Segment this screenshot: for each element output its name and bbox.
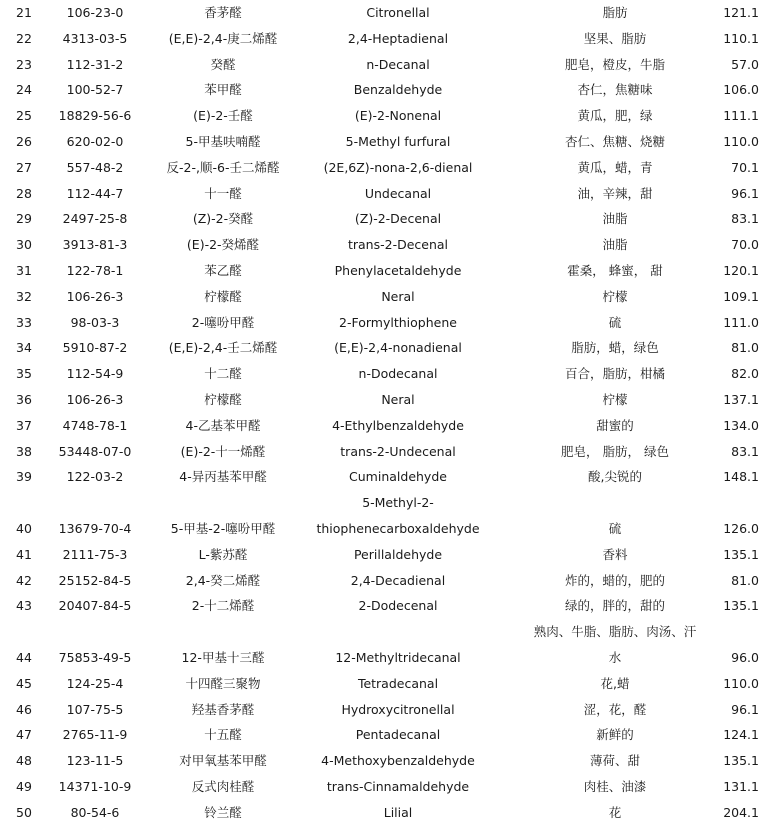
english-name: Hydroxycitronellal [341,701,455,717]
odor-description: 黄瓜，蜡，青 [577,159,653,175]
chinese-name: 苯甲醛 [204,82,242,98]
english-name: (E,E)-2,4-nonadienal [334,340,462,356]
odor-description: 薄荷、甜 [589,753,640,769]
cas-number: 4313-03-5 [62,30,128,46]
threshold-value: 148.1 [723,469,759,485]
odor-description: 脂肪，蜡，绿色 [571,340,659,356]
odor-description: 肉桂、油漆 [583,779,647,794]
cas-number: 80-54-6 [70,804,120,820]
cas-number: 112-54-9 [66,366,124,382]
table-row [0,568,771,594]
row-number: 35 [16,366,32,382]
threshold-value: 204.1 [723,804,759,820]
threshold-value: 135.1 [723,753,759,769]
chinese-name: L-紫苏醛 [198,546,248,562]
english-name-line: 5-Methyl-2- [362,495,434,511]
english-name: Neral [381,392,415,407]
cas-number: 98-03-3 [70,314,120,330]
row-number: 21 [16,5,32,20]
threshold-value: 110.0 [723,134,759,149]
cas-number: 620-02-0 [66,134,124,149]
english-name: Tetradecanal [357,675,439,691]
threshold-value: 83.1 [731,211,759,227]
row-number: 39 [16,469,32,485]
cas-number: 107-75-5 [66,701,124,717]
threshold-value: 131.1 [723,779,759,794]
table-row [0,129,771,155]
cas-number: 2497-25-8 [62,211,128,227]
odor-description: 炸的，蜡的，肥的 [564,572,665,588]
row-number: 41 [16,546,32,562]
threshold-value: 96.0 [731,650,759,666]
table-row [0,722,771,748]
odor-description: 杏仁、焦糖、烧糖 [564,134,665,149]
chinese-name: (E,E)-2,4-壬二烯醛 [168,340,278,356]
chinese-name: 铃兰醛 [204,804,242,820]
threshold-value: 124.1 [723,727,759,743]
english-name: n-Decanal [366,56,430,72]
chinese-name: (E)-2-十一烯醛 [180,443,266,459]
threshold-value: 120.1 [723,263,759,278]
row-number: 29 [16,211,32,227]
threshold-value: 83.1 [731,443,759,459]
table-row [0,800,771,826]
threshold-value: 134.0 [723,417,759,433]
odor-description: 甜蜜的 [596,417,634,433]
chinese-name: (E)-2-癸烯醛 [186,237,260,253]
odor-description: 黄瓜，肥，绿 [577,108,653,124]
odor-description: 酸,尖锐的 [588,469,642,485]
odor-description: 油脂 [602,237,628,253]
chinese-name: 十五醛 [204,727,242,743]
cas-number: 75853-49-5 [58,650,132,666]
table-row [0,103,771,129]
odor-description: 硫 [608,521,622,537]
chinese-name: 反式肉桂醛 [191,779,255,794]
threshold-value: 70.1 [731,159,759,175]
english-name: Benzaldehyde [353,82,443,98]
cas-number: 3913-81-3 [62,237,128,253]
chinese-name: 12-甲基十三醛 [181,650,265,666]
odor-description: 新鲜的 [596,727,634,743]
table-row [0,155,771,181]
cas-number: 124-25-4 [66,675,124,691]
cas-number: 106-26-3 [66,392,124,407]
odor-description: 花,蜡 [600,675,630,691]
english-name: 5-Methyl furfural [345,134,451,149]
table-row [0,748,771,774]
threshold-value: 70.0 [731,237,759,253]
table-row [0,0,771,26]
row-number: 42 [16,572,32,588]
row-number: 38 [16,443,32,459]
odor-description: 涩，花，醛 [583,701,647,717]
row-number: 50 [16,804,32,820]
table-row [0,464,771,490]
english-name: trans-2-Undecenal [340,443,456,459]
table-row [0,697,771,723]
table-row [0,310,771,336]
row-number: 30 [16,237,32,253]
english-name-line: thiophenecarboxaldehyde [316,521,480,537]
cas-number: 112-44-7 [66,185,124,201]
cas-number: 2765-11-9 [62,727,128,743]
english-name: 2,4-Heptadienal [347,30,449,46]
chinese-name: (E)-2-壬醛 [193,108,253,124]
chinese-name: 柠檬醛 [204,392,242,407]
chinese-name: 反-2-,顺-6-壬二烯醛 [166,159,280,175]
odor-description: 脂肪 [602,5,628,20]
chinese-name: (E,E)-2,4-庚二烯醛 [168,30,278,46]
odor-description-line: 熟肉、牛脂、脂肪、肉汤、汗 [533,624,697,640]
table-row [0,774,771,800]
table-row [0,232,771,258]
english-name [300,490,496,542]
english-name: 2,4-Decadienal [350,572,446,588]
threshold-value: 137.1 [723,392,759,407]
row-number: 23 [16,56,32,72]
cas-number: 106-26-3 [66,288,124,304]
cas-number: 13679-70-4 [58,521,132,537]
table-row [0,335,771,361]
row-number: 34 [16,340,32,356]
row-number: 40 [16,521,32,537]
english-name: 2-Formylthiophene [339,314,457,330]
table-row [0,206,771,232]
odor-description: 硫 [608,314,622,330]
row-number: 44 [16,650,32,666]
english-name: Neral [381,288,415,304]
cas-number: 106-23-0 [66,5,124,20]
cas-number: 20407-84-5 [58,598,132,614]
cas-number: 122-78-1 [66,263,124,278]
chinese-name: 5-甲基呋喃醛 [185,134,261,149]
chinese-name: 对甲氧基苯甲醛 [179,753,267,769]
cas-number: 122-03-2 [66,469,124,485]
english-name: 12-Methyltridecanal [335,650,461,666]
table-row [0,619,771,671]
english-name: Cuminaldehyde [349,469,447,485]
row-number: 28 [16,185,32,201]
row-number: 22 [16,30,32,46]
row-number: 47 [16,727,32,743]
chinese-name: 2-噻吩甲醛 [191,314,255,330]
threshold-value: 96.1 [731,185,759,201]
odor-description: 柠檬 [602,392,628,407]
odor-description: 肥皂， 脂肪， 绿色 [561,443,669,459]
row-number: 25 [16,108,32,124]
chinese-name: 2-十二烯醛 [191,598,255,614]
table-row [0,181,771,207]
english-name: Lilial [383,804,413,820]
table-row [0,413,771,439]
english-name: 2-Dodecenal [358,598,438,614]
cas-number: 5910-87-2 [62,340,128,356]
table-row [0,671,771,697]
odor-description-line: 水 [608,650,622,666]
english-name: Citronellal [366,5,430,20]
cas-number: 14371-10-9 [58,779,132,794]
chinese-name: 十四醛三聚物 [185,675,261,691]
table-row [0,284,771,310]
row-number: 49 [16,779,32,794]
threshold-value: 81.0 [731,572,759,588]
threshold-value: 106.0 [723,82,759,98]
row-number: 33 [16,314,32,330]
odor-description: 油，辛辣，甜 [577,185,653,201]
cas-number: 2111-75-3 [62,546,128,562]
english-name: n-Dodecanal [358,366,438,382]
row-number: 27 [16,159,32,175]
threshold-value: 109.1 [723,288,759,304]
row-number: 26 [16,134,32,149]
table-row [0,593,771,619]
threshold-value: 82.0 [731,366,759,382]
chinese-name: 4-异丙基苯甲醛 [179,469,267,485]
odor-description: 百合，脂肪，柑橘 [564,366,665,382]
cas-number: 53448-07-0 [58,443,132,459]
table-row [0,77,771,103]
table-row [0,52,771,78]
cas-number: 123-11-5 [66,753,124,769]
threshold-value: 121.1 [723,5,759,20]
odor-description: 油脂 [602,211,628,227]
row-number: 24 [16,82,32,98]
threshold-value: 111.1 [723,108,759,124]
chinese-name: 柠檬醛 [204,288,242,304]
cas-number: 100-52-7 [66,82,124,98]
cas-number: 557-48-2 [66,159,124,175]
odor-description: 霍桑， 蜂蜜， 甜 [567,263,663,278]
chinese-name: 羟基香茅醛 [191,701,255,717]
row-number: 43 [16,598,32,614]
table-row [0,26,771,52]
cas-number: 112-31-2 [66,56,124,72]
odor-description: 柠檬 [602,288,628,304]
odor-description: 香料 [602,546,628,562]
chinese-name: 癸醛 [210,56,236,72]
english-name: (Z)-2-Decenal [354,211,442,227]
english-name: Perillaldehyde [353,546,443,562]
row-number: 36 [16,392,32,407]
table-row [0,387,771,413]
threshold-value: 110.1 [723,30,759,46]
odor-description: 肥皂，橙皮，牛脂 [564,56,665,72]
odor-description: 绿的，胖的，甜的 [564,598,665,614]
cas-number: 25152-84-5 [58,572,132,588]
cas-number: 4748-78-1 [62,417,128,433]
table-row [0,490,771,542]
english-name: Undecanal [364,185,432,201]
threshold-value: 126.0 [723,521,759,537]
english-name: 4-Ethylbenzaldehyde [332,417,464,433]
english-name: trans-2-Decenal [347,237,449,253]
threshold-value: 135.1 [723,546,759,562]
odor-description: 花 [608,804,622,820]
threshold-value: 111.0 [723,314,759,330]
english-name: (2E,6Z)-nona-2,6-dienal [323,159,473,175]
table-row [0,542,771,568]
row-number: 32 [16,288,32,304]
english-name: (E)-2-Nonenal [354,108,442,124]
english-name: 4-Methoxybenzaldehyde [321,753,475,769]
row-number: 37 [16,417,32,433]
cas-number: 18829-56-6 [58,108,132,124]
chinese-name: 5-甲基-2-噻吩甲醛 [170,521,276,537]
chinese-name: 2,4-癸二烯醛 [185,572,261,588]
chinese-name: 香茅醛 [204,5,242,20]
odor-description: 坚果、脂肪 [583,30,647,46]
chinese-name: 4-乙基苯甲醛 [185,417,261,433]
english-name: trans-Cinnamaldehyde [326,779,470,794]
chinese-name: 十一醛 [204,185,242,201]
threshold-value: 57.0 [731,56,759,72]
threshold-value: 135.1 [723,598,759,614]
odor-description: 杏仁，焦糖味 [577,82,653,98]
table-row [0,439,771,465]
chinese-name: (Z)-2-癸醛 [192,211,254,227]
threshold-value: 81.0 [731,340,759,356]
threshold-value: 110.0 [723,675,759,691]
odor-description [515,619,715,671]
english-name: Pentadecanal [355,727,441,743]
table-row [0,258,771,284]
chinese-name: 十二醛 [204,366,242,382]
chinese-name: 苯乙醛 [204,263,242,278]
row-number: 31 [16,263,32,278]
row-number: 45 [16,675,32,691]
english-name: Phenylacetaldehyde [334,263,462,278]
row-number: 46 [16,701,32,717]
table-row [0,361,771,387]
threshold-value: 96.1 [731,701,759,717]
row-number: 48 [16,753,32,769]
